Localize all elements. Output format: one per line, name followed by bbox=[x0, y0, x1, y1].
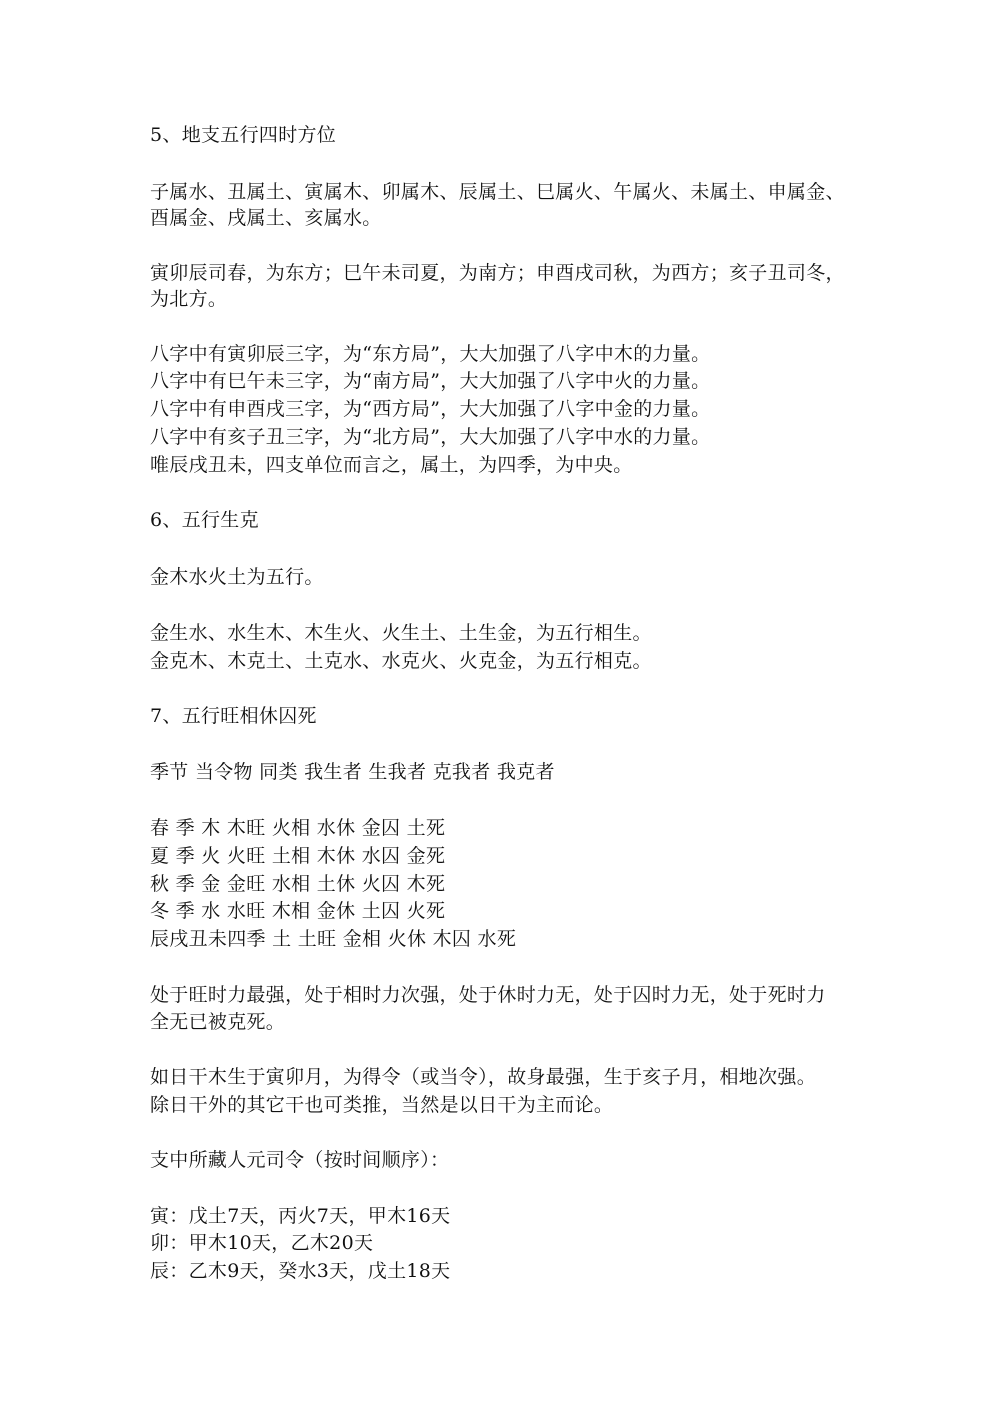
section-heading: 6、五行生克 bbox=[150, 509, 259, 531]
section-heading: 5、地支五行四时方位 bbox=[150, 124, 337, 146]
text-line: 如日干木生于寅卯月，为得令（或当令），故身最强，生于亥子月，相地次强。 bbox=[150, 1066, 817, 1088]
text-line: 春 季 木 木旺 火相 水休 金囚 土死 bbox=[150, 817, 446, 839]
text-line: 夏 季 火 火旺 土相 木休 水囚 金死 bbox=[150, 845, 446, 867]
text-line: 秋 季 金 金旺 水相 土休 火囚 木死 bbox=[150, 873, 446, 895]
section-heading: 7、五行旺相休囚死 bbox=[150, 705, 317, 727]
text-line: 寅：戊土7天，丙火7天，甲木16天 bbox=[150, 1205, 451, 1227]
text-line: 金克木、木克土、土克水、水克火、火克金，为五行相克。 bbox=[150, 650, 652, 672]
text-line: 处于旺时力最强，处于相时力次强，处于休时力无，处于囚时力无，处于死时力 bbox=[150, 984, 826, 1006]
text-line: 辰戌丑未四季 土 土旺 金相 火休 木囚 水死 bbox=[150, 928, 517, 950]
text-line: 子属水、丑属土、寅属木、卯属木、辰属土、巳属火、午属火、未属土、申属金、 bbox=[150, 181, 845, 203]
text-line: 除日干外的其它干也可类推，当然是以日干为主而论。 bbox=[150, 1094, 614, 1116]
text-line: 金生水、水生木、木生火、火生土、土生金，为五行相生。 bbox=[150, 622, 652, 644]
text-line: 八字中有寅卯辰三字，为“东方局”，大大加强了八字中木的力量。 bbox=[150, 343, 711, 365]
text-line: 冬 季 水 水旺 木相 金休 土囚 火死 bbox=[150, 900, 446, 922]
text-line: 八字中有申酉戌三字，为“西方局”，大大加强了八字中金的力量。 bbox=[150, 398, 711, 420]
text-line: 唯辰戌丑未，四支单位而言之，属土，为四季，为中央。 bbox=[150, 454, 633, 476]
text-line: 酉属金、戌属土、亥属水。 bbox=[150, 207, 382, 229]
text-line: 寅卯辰司春，为东方；巳午未司夏，为南方；申酉戌司秋，为西方；亥子丑司冬， bbox=[150, 262, 845, 284]
text-line: 辰：乙木9天，癸水3天，戊土18天 bbox=[150, 1260, 451, 1282]
text-line: 季节 当令物 同类 我生者 生我者 克我者 我克者 bbox=[150, 761, 555, 783]
text-line: 全无已被克死。 bbox=[150, 1011, 286, 1033]
text-line: 为北方。 bbox=[150, 288, 228, 310]
text-line: 八字中有巳午未三字，为“南方局”，大大加强了八字中火的力量。 bbox=[150, 370, 711, 392]
text-line: 八字中有亥子丑三字，为“北方局”，大大加强了八字中水的力量。 bbox=[150, 426, 711, 448]
text-line: 金木水火土为五行。 bbox=[150, 566, 324, 588]
text-line: 卯：甲木10天，乙木20天 bbox=[150, 1232, 374, 1254]
text-line: 支中所藏人元司令（按时间顺序）： bbox=[150, 1149, 450, 1171]
